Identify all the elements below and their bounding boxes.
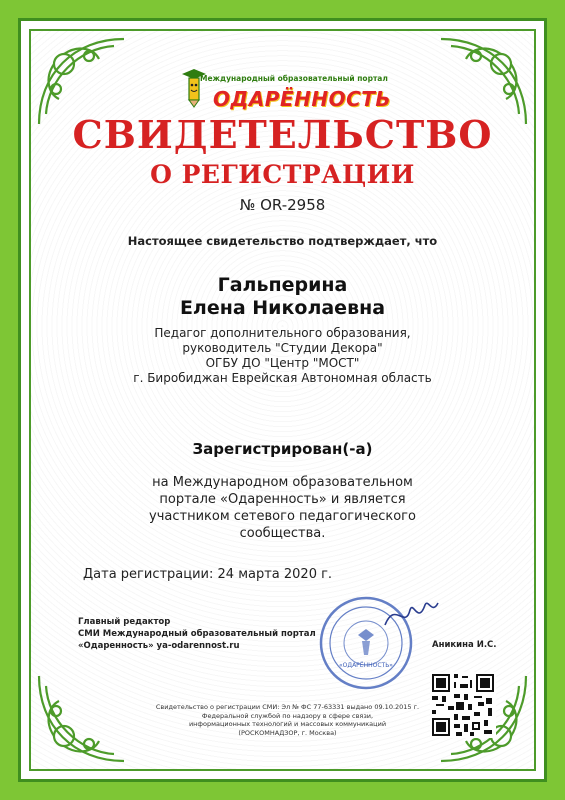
recipient-last-name: Гальперина [217,274,348,296]
recipient-position: Педагог дополнительного образования, руководитель "Студии Декора" [154,326,411,355]
footer-line-4: (РОСКОМНАДЗОР, г. Москва) [238,728,337,737]
registered-heading: Зарегистрирован(-а) [192,440,373,458]
footer-line-1: Свидетельство о регистрации СМИ: Эл № ФС 77-63331 выдано 09.10.2015 г. [155,703,420,711]
signatory-name: Аникина И.С. [432,640,497,650]
portal-tagline: Международный образовательный портал [200,74,388,83]
qr-code-icon [430,672,496,738]
certificate-title: СВИДЕТЕЛЬСТВО [72,112,493,157]
stamp-center-text: «ОДАРЁННОСТЬ» [339,662,393,669]
recipient-city: г. Биробиджан Еврейская Автономная область [133,371,432,385]
certificate-subtitle: О РЕГИСТРАЦИИ [150,160,415,189]
corner-ornament-icon [34,671,129,766]
registration-description: на Международном образовательном портале «Одаренность» и является участником сетевого педагогического сообщества. [149,475,416,541]
signatory-line-2: СМИ Международный образовательный портал [78,629,316,639]
confirm-text: Настоящее свидетельство подтверждает, что [127,234,438,248]
media-registration-footer [150,703,425,737]
signatory-line-1: Главный редактор [78,617,171,627]
recipient-organization: ОГБУ ДО "Центр "МОСТ" [205,356,360,370]
footer-line-3: информационных технологий и массовых коммуникаций [188,720,387,728]
recipient-first-middle-name: Елена Николаевна [179,297,386,319]
footer-line-2: Федеральной службой по надзору в сфере связи, [201,711,374,720]
signature-icon [380,595,440,635]
registration-date: Дата регистрации: 24 марта 2020 г. [83,567,333,582]
signatory-line-3: «Одаренность» ya-odarennost.ru [78,641,240,651]
portal-logo-text: ОДАРЁННОСТЬ [213,87,392,111]
certificate-number: № OR-2958 [239,196,326,214]
signatory-block [78,616,316,652]
